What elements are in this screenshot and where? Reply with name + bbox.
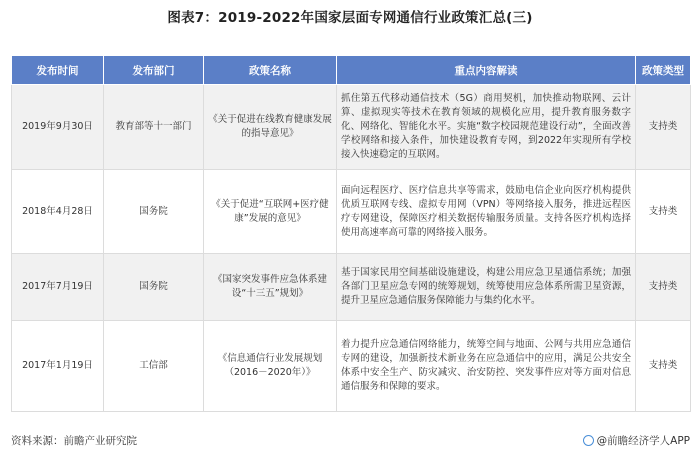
chart-title: 图表7：2019-2022年国家层面专网通信行业政策汇总(三) bbox=[167, 10, 533, 26]
table-row bbox=[12, 321, 691, 412]
policy-table bbox=[11, 55, 691, 412]
cell-policy-name: 《信息通信行业发展规划（2016－2020年）》 bbox=[204, 321, 337, 412]
cell-policy-name: 《关于促进“互联网+医疗健康”发展的意见》 bbox=[204, 170, 337, 254]
cell-date: 2017年7月19日 bbox=[12, 254, 104, 321]
cell-date: 2017年1月19日 bbox=[12, 321, 104, 412]
header-date: 发布时间 bbox=[12, 56, 104, 85]
cell-type: 支持类 bbox=[636, 321, 691, 412]
brand-credit-text: @前瞻经济学人APP bbox=[596, 435, 690, 447]
cell-department: 教育部等十一部门 bbox=[104, 85, 204, 170]
cell-policy-name: 《国家突发事件应急体系建设“十三五”规划》 bbox=[204, 254, 337, 321]
cell-content: 面向远程医疗、医疗信息共享等需求，鼓励电信企业向医疗机构提供优质互联网专线、虚拟专用网（VPN）等网络接入服务，推进远程医疗专网建设，保障医疗相关数据传输服务质量。支持各医疗机构选择使用高速率高可靠的网络接入服务。 bbox=[337, 170, 636, 254]
header-department: 发布部门 bbox=[104, 56, 204, 85]
table-row bbox=[12, 254, 691, 321]
header-policy-type: 政策类型 bbox=[636, 56, 691, 85]
source-note: 资料来源：前瞻产业研究院 bbox=[11, 435, 137, 447]
cell-department: 国务院 bbox=[104, 170, 204, 254]
cell-type: 支持类 bbox=[636, 85, 691, 170]
table-row bbox=[12, 170, 691, 254]
cell-content: 基于国家民用空间基础设施建设，构建公用应急卫星通信系统；加强各部门卫星应急专网的统筹规划，统筹使用应急体系所需卫星资源，提升卫星应急通信服务保障能力与集约化水平。 bbox=[337, 254, 636, 321]
cell-content: 着力提升应急通信网络能力，统筹空间与地面、公网与共用应急通信专网的建设，加强新技术新业务在应急通信中的应用，满足公共安全体系中安全生产、防灾减灾、治安防控、突发事件应对等方面对信息通信服务和保障的要求。 bbox=[337, 321, 636, 412]
cell-type: 支持类 bbox=[636, 170, 691, 254]
cell-content: 抓住第五代移动通信技术（5G）商用契机，加快推动物联网、云计算、虚拟现实等技术在教育领域的规模化应用，提升教育服务数字化、网络化、智能化水平。实施“数字校园规范建设行动”，全面改善学校网络和接入条件，加快建设教育专网，到2022年实现所有学校接入快速稳定的互联网。 bbox=[337, 85, 636, 170]
cell-date: 2019年9月30日 bbox=[12, 85, 104, 170]
brand-credit bbox=[583, 433, 690, 448]
header-policy-name: 政策名称 bbox=[204, 56, 337, 85]
cell-policy-name: 《关于促进在线教育健康发展的指导意见》 bbox=[204, 85, 337, 170]
header-key-content: 重点内容解读 bbox=[337, 56, 636, 85]
table-row bbox=[12, 85, 691, 170]
table-header-row bbox=[12, 56, 691, 85]
cell-date: 2018年4月28日 bbox=[12, 170, 104, 254]
cell-type: 支持类 bbox=[636, 254, 691, 321]
cell-department: 工信部 bbox=[104, 321, 204, 412]
brand-logo-icon bbox=[583, 435, 594, 446]
cell-department: 国务院 bbox=[104, 254, 204, 321]
